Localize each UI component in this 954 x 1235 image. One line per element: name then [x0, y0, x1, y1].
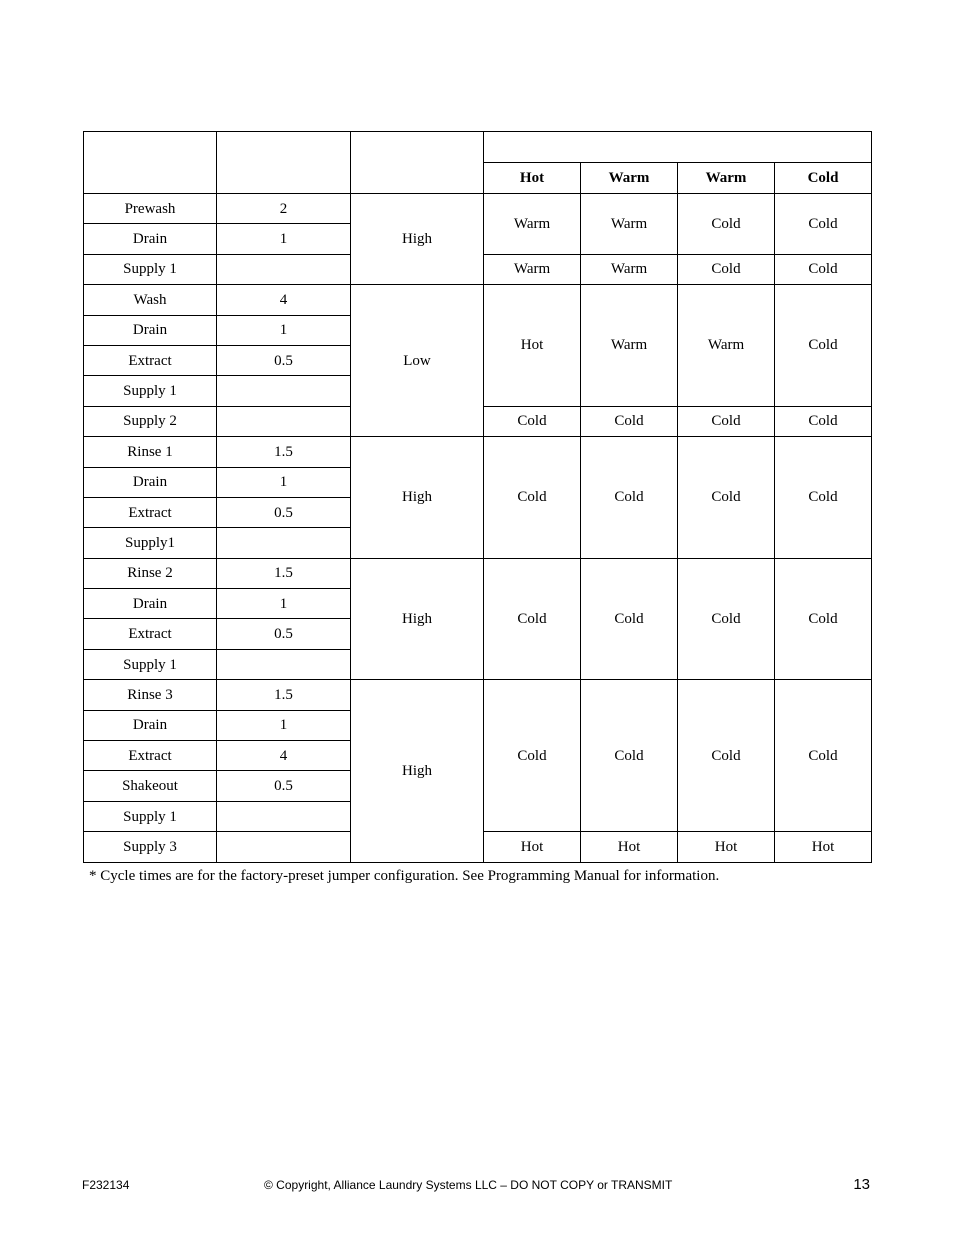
footer-page-number: 13 — [853, 1176, 870, 1193]
step-cell: Drain — [84, 224, 217, 254]
time-cell: 2 — [217, 194, 351, 224]
temp-cell: Warm — [581, 254, 678, 284]
time-cell — [217, 376, 351, 406]
temp-cell: Cold — [581, 558, 678, 680]
step-cell: Drain — [84, 710, 217, 740]
table-row — [84, 680, 872, 710]
temp-cell: Cold — [678, 194, 775, 255]
level-cell: High — [351, 194, 484, 285]
time-cell: 1.5 — [217, 680, 351, 710]
temp-cell: Cold — [678, 680, 775, 832]
temp-cell: Cold — [775, 406, 872, 436]
temp-cell: Cold — [678, 406, 775, 436]
time-cell: 1 — [217, 589, 351, 619]
step-cell: Supply1 — [84, 528, 217, 558]
step-cell: Supply 1 — [84, 376, 217, 406]
temp-cell: Cold — [775, 437, 872, 559]
time-cell: 0.5 — [217, 345, 351, 375]
temp-cell: Cold — [678, 437, 775, 559]
step-cell: Drain — [84, 589, 217, 619]
step-cell: Rinse 1 — [84, 437, 217, 467]
step-cell: Extract — [84, 619, 217, 649]
temp-cell: Warm — [678, 285, 775, 407]
header-temp-cell: Hot — [484, 163, 581, 194]
temp-cell: Hot — [678, 832, 775, 862]
step-cell: Rinse 2 — [84, 558, 217, 588]
temp-cell: Hot — [581, 832, 678, 862]
temp-cell: Warm — [484, 194, 581, 255]
header-cell-temperature-group — [484, 132, 872, 163]
temp-cell: Cold — [581, 680, 678, 832]
time-cell — [217, 801, 351, 831]
table-row — [84, 194, 872, 224]
temp-cell: Cold — [775, 680, 872, 832]
temp-cell: Warm — [581, 285, 678, 407]
table-row — [84, 558, 872, 588]
cycle-table-body — [84, 132, 872, 863]
time-cell — [217, 254, 351, 284]
time-cell: 1 — [217, 467, 351, 497]
temp-cell: Cold — [581, 406, 678, 436]
time-cell — [217, 832, 351, 862]
step-cell: Supply 1 — [84, 254, 217, 284]
temp-cell: Warm — [484, 254, 581, 284]
temp-cell: Cold — [581, 437, 678, 559]
step-cell: Prewash — [84, 194, 217, 224]
temp-cell: Hot — [484, 832, 581, 862]
temp-cell: Cold — [775, 558, 872, 680]
temp-cell: Cold — [775, 285, 872, 407]
step-cell: Shakeout — [84, 771, 217, 801]
table-footnote: * Cycle times are for the factory-preset jumper configuration. See Programming Manual for information. — [89, 868, 720, 884]
time-cell: 0.5 — [217, 619, 351, 649]
step-cell: Extract — [84, 345, 217, 375]
time-cell: 1 — [217, 315, 351, 345]
level-cell: High — [351, 558, 484, 680]
step-cell: Supply 2 — [84, 406, 217, 436]
header-temp-cell: Warm — [678, 163, 775, 194]
footer-copyright: © Copyright, Alliance Laundry Systems LLC – DO NOT COPY or TRANSMIT — [264, 1178, 673, 1192]
temp-cell: Cold — [484, 437, 581, 559]
temp-cell: Cold — [775, 254, 872, 284]
table-row — [84, 285, 872, 315]
table-header-row — [84, 132, 872, 163]
time-cell — [217, 406, 351, 436]
time-cell: 4 — [217, 741, 351, 771]
temp-cell: Warm — [581, 194, 678, 255]
time-cell: 4 — [217, 285, 351, 315]
time-cell: 0.5 — [217, 497, 351, 527]
time-cell: 1.5 — [217, 437, 351, 467]
step-cell: Supply 1 — [84, 801, 217, 831]
header-cell-time — [217, 132, 351, 194]
step-cell: Rinse 3 — [84, 680, 217, 710]
step-cell: Extract — [84, 497, 217, 527]
table-row — [84, 437, 872, 467]
step-cell: Drain — [84, 315, 217, 345]
header-temp-cell: Cold — [775, 163, 872, 194]
step-cell: Drain — [84, 467, 217, 497]
header-cell-level — [351, 132, 484, 194]
temp-cell: Cold — [484, 406, 581, 436]
step-cell: Extract — [84, 741, 217, 771]
temp-cell: Cold — [678, 254, 775, 284]
time-cell — [217, 528, 351, 558]
time-cell: 0.5 — [217, 771, 351, 801]
temp-cell: Cold — [484, 680, 581, 832]
header-temp-cell: Warm — [581, 163, 678, 194]
step-cell: Supply 1 — [84, 649, 217, 679]
cycle-table — [83, 131, 872, 863]
time-cell: 1.5 — [217, 558, 351, 588]
temp-cell: Cold — [775, 194, 872, 255]
level-cell: High — [351, 680, 484, 862]
step-cell: Supply 3 — [84, 832, 217, 862]
time-cell: 1 — [217, 710, 351, 740]
step-cell: Wash — [84, 285, 217, 315]
level-cell: Low — [351, 285, 484, 437]
temp-cell: Cold — [678, 558, 775, 680]
footer-doc-number: F232134 — [82, 1178, 130, 1192]
level-cell: High — [351, 437, 484, 559]
temp-cell: Hot — [484, 285, 581, 407]
time-cell: 1 — [217, 224, 351, 254]
temp-cell: Cold — [484, 558, 581, 680]
temp-cell: Hot — [775, 832, 872, 862]
header-cell-step — [84, 132, 217, 194]
time-cell — [217, 649, 351, 679]
